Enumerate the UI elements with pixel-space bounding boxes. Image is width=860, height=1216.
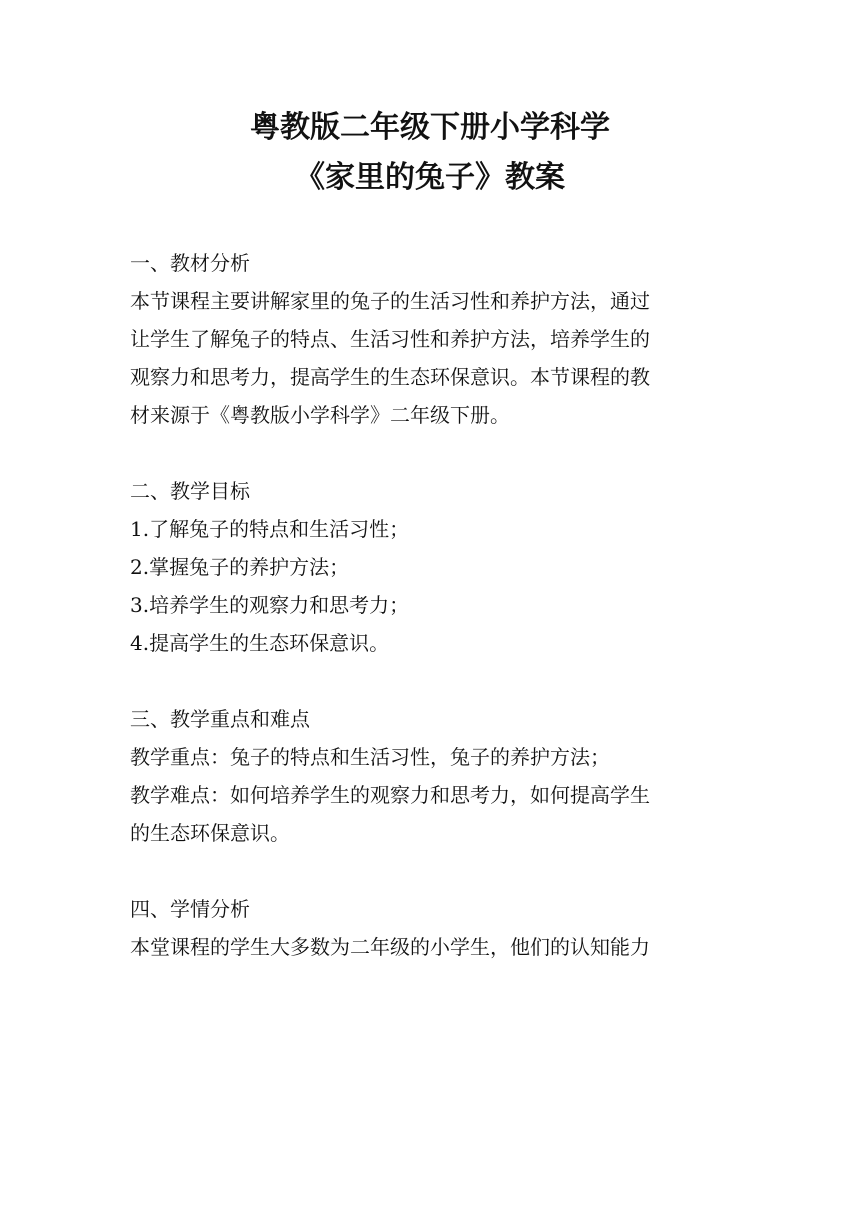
- section-teaching-goals: [130, 472, 730, 662]
- paragraph-line: 本节课程主要讲解家里的兔子的生活习性和养护方法，通过: [130, 289, 650, 313]
- goal-item: 4.提高学生的生态环保意识。: [130, 631, 390, 655]
- difficulty-line: 的生态环保意识。: [130, 821, 290, 845]
- section-heading: 四、学情分析: [130, 897, 250, 921]
- document-title: [0, 103, 860, 203]
- section-student-analysis: [130, 890, 730, 966]
- key-point-line: 教学重点：兔子的特点和生活习性，兔子的养护方法；: [130, 745, 610, 769]
- difficulty-line: 教学难点：如何培养学生的观察力和思考力，如何提高学生: [130, 783, 650, 807]
- paragraph-line: 材来源于《粤教版小学科学》二年级下册。: [130, 403, 510, 427]
- section-textbook-analysis: [130, 244, 730, 434]
- goal-item: 3.培养学生的观察力和思考力；: [130, 593, 410, 617]
- document-body: [130, 244, 730, 966]
- title-line-1: 粤教版二年级下册小学科学: [250, 110, 610, 145]
- title-line-2: 《家里的兔子》教案: [295, 160, 565, 195]
- paragraph-line: 让学生了解兔子的特点、生活习性和养护方法，培养学生的: [130, 327, 650, 351]
- goal-item: 1.了解兔子的特点和生活习性；: [130, 517, 410, 541]
- section-heading: 一、教材分析: [130, 251, 250, 275]
- paragraph-line: 本堂课程的学生大多数为二年级的小学生，他们的认知能力: [130, 935, 650, 959]
- section-heading: 二、教学目标: [130, 479, 250, 503]
- section-key-and-difficult-points: [130, 700, 730, 852]
- paragraph-line: 观察力和思考力，提高学生的生态环保意识。本节课程的教: [130, 365, 650, 389]
- goal-item: 2.掌握兔子的养护方法；: [130, 555, 350, 579]
- section-heading: 三、教学重点和难点: [130, 707, 310, 731]
